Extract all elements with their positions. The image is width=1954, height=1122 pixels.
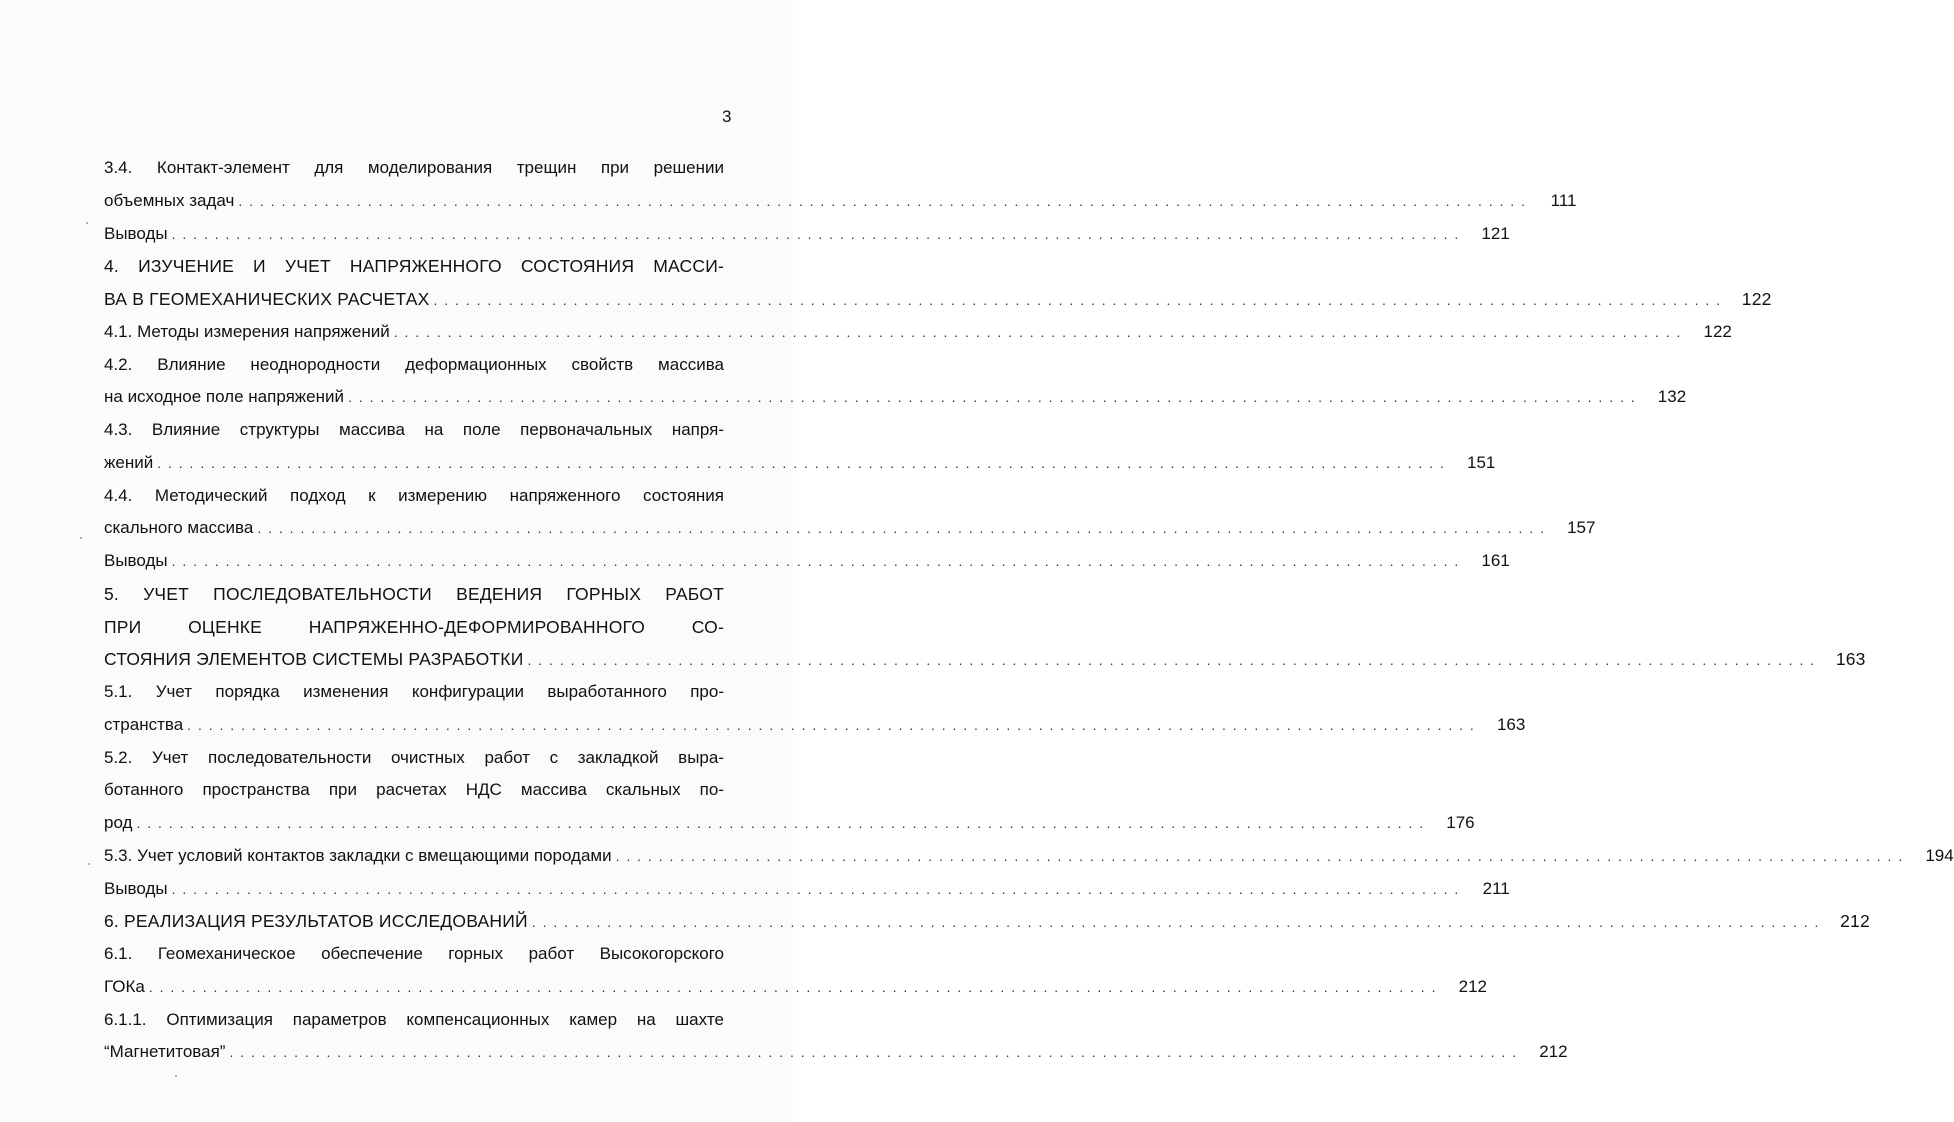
- toc-entry-wrapped-line: 6.1.1. Оптимизация параметров компенсационных камер на шахте: [104, 1009, 724, 1029]
- toc-entry-title: род: [104, 813, 133, 832]
- toc-page-number: 111: [1550, 190, 1577, 210]
- toc-entry: [104, 709, 1526, 742]
- toc-page-number: 157: [1567, 518, 1596, 538]
- dot-leader: . . . . . . . . . . . . . . . . . . . . . . . . . . . . . . . . . . . . . . . . . . . . . . . . . . . . . . . . . . . . . . . . . . . . . . . . . . . . . . . . . . . . . . . . . . . . . . . . . . . . . . . . . . . . . . . . . . . . . . . .: [171, 225, 1460, 242]
- toc-entry-wrapped-line: 5. УЧЕТ ПОСЛЕДОВАТЕЛЬНОСТИ ВЕДЕНИЯ ГОРНЫХ РАБОТ: [104, 583, 724, 604]
- toc-page-number: 122: [1703, 321, 1732, 341]
- toc-entry-wrapped-line: 5.1. Учет порядка изменения конфигурации выработанного про-: [104, 682, 724, 701]
- toc-entry: [104, 185, 1577, 218]
- toc-entry-title: Выводы: [104, 223, 168, 243]
- toc-entry-wrapped-line: ПРИ ОЦЕНКЕ НАПРЯЖЕННО-ДЕФОРМИРОВАННОГО СО-: [104, 616, 724, 637]
- toc-entry-title: скального массива: [104, 518, 254, 538]
- scan-speck: [88, 863, 90, 865]
- toc-page-number: 132: [1657, 387, 1687, 407]
- toc-entry-title: СТОЯНИЯ ЭЛЕМЕНТОВ СИСТЕМЫ РАЗРАБОТКИ: [104, 649, 524, 670]
- toc-entry-title: объемных задач: [104, 190, 235, 210]
- toc-entry-title: на исходное поле напряжений: [104, 387, 345, 407]
- toc-entry: [104, 971, 1487, 1004]
- dot-leader: . . . . . . . . . . . . . . . . . . . . . . . . . . . . . . . . . . . . . . . . . . . . . . . . . . . . . . . . . . . . . . . . . . . . . . . . . . . . . . . . . . . . . . . . . . . . . . . . . . . . . . . . . . . . . . . . . . . . . . . .: [257, 520, 1546, 537]
- toc-entry-wrapped-line: 4.4. Методический подход к измерению напряженного состояния: [104, 485, 724, 505]
- toc-page-number: 151: [1466, 452, 1496, 472]
- toc-entry: [104, 807, 1475, 840]
- dot-leader: . . . . . . . . . . . . . . . . . . . . . . . . . . . . . . . . . . . . . . . . . . . . . . . . . . . . . . . . . . . . . . . . . . . . . . . . . . . . . . . . . . . . . . . . . . . . . . . . . . . . . . . . . . . . . . . . . . . . . . . .: [171, 880, 1460, 897]
- toc-page-number: 163: [1835, 649, 1866, 670]
- toc-entry-title: 4.1. Методы измерения напряжений: [104, 321, 390, 341]
- scan-speck: [175, 1075, 177, 1077]
- toc-entry: [104, 283, 1772, 316]
- toc-page-number: 121: [1481, 223, 1510, 243]
- dot-leader: . . . . . . . . . . . . . . . . . . . . . . . . . . . . . . . . . . . . . . . . . . . . . . . . . . . . . . . . . . . . . . . . . . . . . . . . . . . . . . . . . . . . . . . . . . . . . . . . . . . . . . . . . . . . . . . . . . . . . . . .: [157, 454, 1446, 471]
- dot-leader: . . . . . . . . . . . . . . . . . . . . . . . . . . . . . . . . . . . . . . . . . . . . . . . . . . . . . . . . . . . . . . . . . . . . . . . . . . . . . . . . . . . . . . . . . . . . . . . . . . . . . . . . . . . . . . . . . . . . . . . .: [531, 914, 1820, 931]
- dot-leader: . . . . . . . . . . . . . . . . . . . . . . . . . . . . . . . . . . . . . . . . . . . . . . . . . . . . . . . . . . . . . . . . . . . . . . . . . . . . . . . . . . . . . . . . . . . . . . . . . . . . . . . . . . . . . . . . . . . . . . . .: [148, 978, 1437, 995]
- toc-entry-title: 5.3. Учет условий контактов закладки с вмещающими породами: [104, 845, 612, 865]
- toc-entry: [104, 1036, 1568, 1069]
- toc-page-number: 212: [1840, 911, 1870, 932]
- toc-entry: [104, 873, 1510, 906]
- toc-entry-title: ВА В ГЕОМЕХАНИЧЕСКИХ РАСЧЕТАХ: [104, 289, 430, 309]
- toc-entry-wrapped-line: 5.2. Учет последовательности очистных работ с закладкой выра-: [104, 747, 724, 767]
- scan-speck: [80, 537, 82, 539]
- toc-page-number: 163: [1496, 714, 1526, 734]
- toc-entry-title: “Магнетитовая”: [104, 1042, 226, 1062]
- toc-entry: [104, 840, 1954, 873]
- table-of-contents: [104, 152, 1954, 1069]
- toc-page-number: 122: [1741, 289, 1772, 309]
- page-number: 3: [722, 107, 732, 126]
- toc-entry-title: жений: [104, 452, 154, 472]
- toc-entry: [104, 381, 1687, 414]
- toc-entry-wrapped-line: 4.2. Влияние неоднородности деформационных свойств массива: [104, 354, 724, 374]
- dot-leader: . . . . . . . . . . . . . . . . . . . . . . . . . . . . . . . . . . . . . . . . . . . . . . . . . . . . . . . . . . . . . . . . . . . . . . . . . . . . . . . . . . . . . . . . . . . . . . . . . . . . . . . . . . . . . . . . . . . . . . . .: [229, 1044, 1518, 1061]
- toc-entry: [104, 905, 1870, 938]
- toc-entry-wrapped-line: 6.1. Геомеханическое обеспечение горных работ Высокогорского: [104, 944, 724, 963]
- scan-speck: [86, 222, 88, 224]
- toc-entry-wrapped-line: 4. ИЗУЧЕНИЕ И УЧЕТ НАПРЯЖЕННОГО СОСТОЯНИЯ МАССИ-: [104, 256, 724, 277]
- dot-leader: . . . . . . . . . . . . . . . . . . . . . . . . . . . . . . . . . . . . . . . . . . . . . . . . . . . . . . . . . . . . . . . . . . . . . . . . . . . . . . . . . . . . . . . . . . . . . . . . . . . . . . . . . . . . . . . . . . . . . . . .: [136, 815, 1425, 831]
- toc-entry-wrapped-line: 4.3. Влияние структуры массива на поле первоначальных напря-: [104, 420, 724, 439]
- toc-entry-wrapped-line: ботанного пространства при расчетах НДС массива скальных по-: [104, 780, 724, 800]
- toc-page-number: 212: [1458, 976, 1487, 996]
- toc-entry: [104, 643, 1866, 676]
- toc-entry-title: Выводы: [104, 551, 168, 570]
- dot-leader: . . . . . . . . . . . . . . . . . . . . . . . . . . . . . . . . . . . . . . . . . . . . . . . . . . . . . . . . . . . . . . . . . . . . . . . . . . . . . . . . . . . . . . . . . . . . . . . . . . . . . . . . . . . . . . . . . . . . . . . .: [238, 192, 1527, 209]
- toc-page-number: 176: [1446, 813, 1475, 832]
- toc-entry-title: Выводы: [104, 878, 168, 898]
- toc-entry: [104, 316, 1732, 349]
- dot-leader: . . . . . . . . . . . . . . . . . . . . . . . . . . . . . . . . . . . . . . . . . . . . . . . . . . . . . . . . . . . . . . . . . . . . . . . . . . . . . . . . . . . . . . . . . . . . . . . . . . . . . . . . . . . . . . . . . . . . . . . .: [615, 847, 1904, 864]
- dot-leader: . . . . . . . . . . . . . . . . . . . . . . . . . . . . . . . . . . . . . . . . . . . . . . . . . . . . . . . . . . . . . . . . . . . . . . . . . . . . . . . . . . . . . . . . . . . . . . . . . . . . . . . . . . . . . . . . . . . . . . . .: [433, 292, 1722, 308]
- dot-leader: . . . . . . . . . . . . . . . . . . . . . . . . . . . . . . . . . . . . . . . . . . . . . . . . . . . . . . . . . . . . . . . . . . . . . . . . . . . . . . . . . . . . . . . . . . . . . . . . . . . . . . . . . . . . . . . . . . . . . . . .: [393, 323, 1682, 340]
- toc-entry: [104, 512, 1596, 545]
- toc-page-number: 212: [1539, 1042, 1568, 1062]
- dot-leader: . . . . . . . . . . . . . . . . . . . . . . . . . . . . . . . . . . . . . . . . . . . . . . . . . . . . . . . . . . . . . . . . . . . . . . . . . . . . . . . . . . . . . . . . . . . . . . . . . . . . . . . . . . . . . . . . . . . . . . . .: [527, 652, 1816, 669]
- toc-entry: [104, 447, 1496, 480]
- dot-leader: . . . . . . . . . . . . . . . . . . . . . . . . . . . . . . . . . . . . . . . . . . . . . . . . . . . . . . . . . . . . . . . . . . . . . . . . . . . . . . . . . . . . . . . . . . . . . . . . . . . . . . . . . . . . . . . . . . . . . . . .: [348, 389, 1637, 406]
- toc-entry: [104, 545, 1510, 578]
- toc-entry-title: 6. РЕАЛИЗАЦИЯ РЕЗУЛЬТАТОВ ИССЛЕДОВАНИЙ: [104, 911, 528, 932]
- toc-page-number: 194: [1925, 845, 1954, 865]
- dot-leader: . . . . . . . . . . . . . . . . . . . . . . . . . . . . . . . . . . . . . . . . . . . . . . . . . . . . . . . . . . . . . . . . . . . . . . . . . . . . . . . . . . . . . . . . . . . . . . . . . . . . . . . . . . . . . . . . . . . . . . . .: [171, 553, 1460, 569]
- toc-page-number: 161: [1481, 551, 1510, 570]
- dot-leader: . . . . . . . . . . . . . . . . . . . . . . . . . . . . . . . . . . . . . . . . . . . . . . . . . . . . . . . . . . . . . . . . . . . . . . . . . . . . . . . . . . . . . . . . . . . . . . . . . . . . . . . . . . . . . . . . . . . . . . . .: [187, 716, 1476, 733]
- toc-page-number: 211: [1482, 878, 1510, 898]
- toc-entry-title: странства: [104, 714, 184, 734]
- toc-entry: [104, 218, 1510, 251]
- toc-entry-wrapped-line: 3.4. Контакт-элемент для моделирования трещин при решении: [104, 158, 724, 177]
- toc-entry-title: ГОКа: [104, 976, 145, 996]
